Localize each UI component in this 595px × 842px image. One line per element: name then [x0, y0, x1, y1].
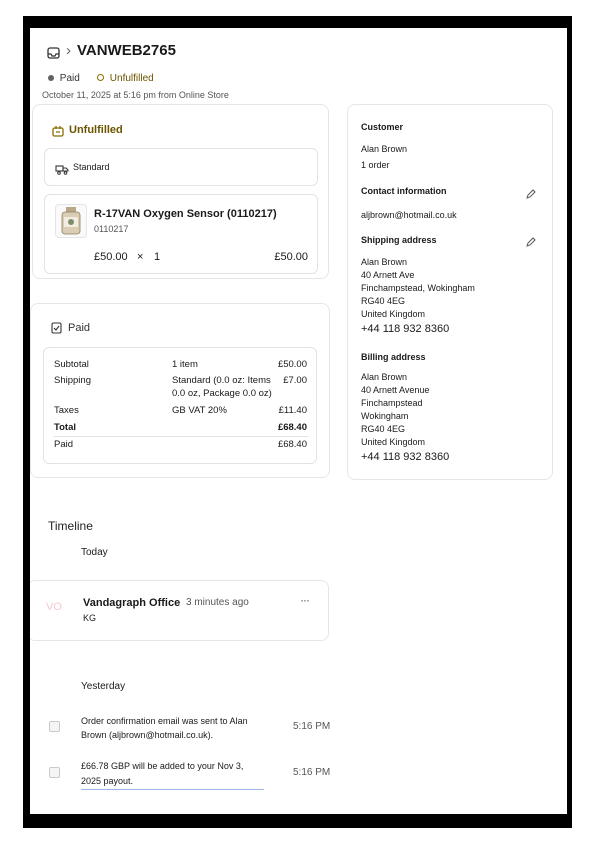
customer-email-link[interactable]: aljbrown@hotmail.co.uk	[361, 210, 457, 220]
unfulfilled-box-icon	[52, 124, 64, 142]
payment-card	[30, 303, 330, 478]
shipping-address-line: 40 Arnett Ave	[361, 270, 415, 280]
timeline-comment-card	[30, 580, 329, 641]
quantity: 1	[154, 251, 161, 263]
billing-address-title: Billing address	[361, 352, 426, 362]
times-sign: ×	[137, 251, 144, 263]
billing-phone: +44 118 932 8360	[361, 451, 450, 463]
timeline-event-text: £66.78 GBP will be added to your Nov 3, 2025 payout.	[81, 761, 244, 786]
comment-more-icon[interactable]: ···	[300, 593, 309, 607]
unit-price: £50.00	[94, 251, 128, 263]
truck-icon	[55, 162, 69, 180]
timeline-event-time: 5:16 PM	[293, 721, 331, 732]
total-amount: £68.40	[277, 422, 307, 433]
fulfillment-card	[32, 104, 329, 279]
shipping-method-label: Standard	[73, 162, 110, 172]
billing-address-line: RG40 4EG	[361, 424, 406, 434]
taxes-desc: GB VAT 20%	[172, 405, 227, 416]
taxes-amount: £11.40	[278, 405, 307, 416]
subtotal-desc: 1 item	[172, 359, 198, 370]
order-header	[47, 42, 447, 64]
billing-address-line: Finchampstead	[361, 398, 423, 408]
timeline-today-label: Today	[81, 547, 108, 558]
event-checkbox[interactable]	[49, 767, 60, 778]
billing-address-line: 40 Arnett Avenue	[361, 385, 430, 395]
shipping-desc: Standard (0.0 oz: Items 0.0 oz, Package 0.0 oz)	[172, 375, 272, 399]
line-total: £50.00	[274, 251, 308, 263]
customer-card	[347, 104, 553, 480]
timeline-event-time: 5:16 PM	[293, 767, 331, 778]
payment-status-title: Paid	[68, 322, 91, 334]
shipping-address-line: RG40 4EG	[361, 296, 406, 306]
payout-underline	[81, 789, 264, 790]
orders-inbox-icon[interactable]	[47, 46, 60, 64]
event-checkbox[interactable]	[49, 721, 60, 732]
product-thumbnail[interactable]	[55, 204, 87, 238]
payment-summary-box	[43, 347, 317, 464]
customer-orders-link[interactable]: 1 order	[361, 160, 390, 170]
customer-title: Customer	[361, 122, 404, 132]
breadcrumb-separator: ›	[66, 42, 71, 59]
paid-amount: £68.40	[277, 439, 307, 450]
timeline-yesterday-label: Yesterday	[81, 681, 126, 692]
paid-badge: Paid	[48, 73, 80, 84]
product-sku: 0110217	[94, 224, 129, 234]
taxes-label: Taxes	[54, 405, 79, 416]
billing-address-line: Wokingham	[361, 411, 409, 421]
order-page	[30, 28, 567, 814]
comment-author: Vandagraph Office	[83, 597, 181, 609]
shipping-phone: +44 118 932 8360	[361, 323, 450, 335]
paid-check-icon	[51, 321, 62, 339]
unfulfilled-badge: Unfulfilled	[97, 73, 154, 84]
order-meta: October 11, 2025 at 5:16 pm from Online Store	[42, 90, 229, 100]
comment-body: KG	[83, 613, 97, 623]
edit-shipping-pencil-icon[interactable]	[525, 235, 536, 253]
product-name-link[interactable]: R-17VAN Oxygen Sensor (0110217)	[94, 208, 277, 220]
order-id-title: VANWEB2765	[77, 42, 176, 59]
shipping-address-line: United Kingdom	[361, 309, 426, 319]
customer-name-link[interactable]: Alan Brown	[361, 144, 408, 154]
contact-info-title: Contact information	[361, 186, 447, 196]
shipping-address-line: Finchampstead, Wokingham	[361, 283, 475, 293]
shipping-address-title: Shipping address	[361, 235, 437, 245]
total-divider	[54, 436, 308, 437]
total-label: Total	[54, 422, 76, 433]
unfulfilled-ring-icon	[97, 74, 104, 81]
billing-address-line: Alan Brown	[361, 372, 408, 382]
timeline-title: Timeline	[48, 519, 93, 533]
comment-time: 3 minutes ago	[186, 597, 249, 608]
subtotal-amount: £50.00	[277, 359, 307, 370]
author-avatar: VO	[46, 601, 62, 613]
shipping-amount: £7.00	[283, 375, 307, 386]
shipping-method-box	[44, 148, 318, 186]
paid-label: Paid	[54, 439, 74, 450]
billing-address-line: United Kingdom	[361, 437, 426, 447]
edit-contact-pencil-icon[interactable]	[525, 187, 536, 205]
line-item-box	[44, 194, 318, 274]
shipping-address-line: Alan Brown	[361, 257, 408, 267]
paid-dot-icon	[48, 75, 54, 81]
fulfillment-status-title: Unfulfilled	[69, 124, 123, 136]
subtotal-label: Subtotal	[54, 359, 89, 370]
timeline-event-text: Order confirmation email was sent to Alan Brown (aljbrown@hotmail.co.uk).	[81, 716, 248, 740]
shipping-label: Shipping	[54, 375, 91, 386]
